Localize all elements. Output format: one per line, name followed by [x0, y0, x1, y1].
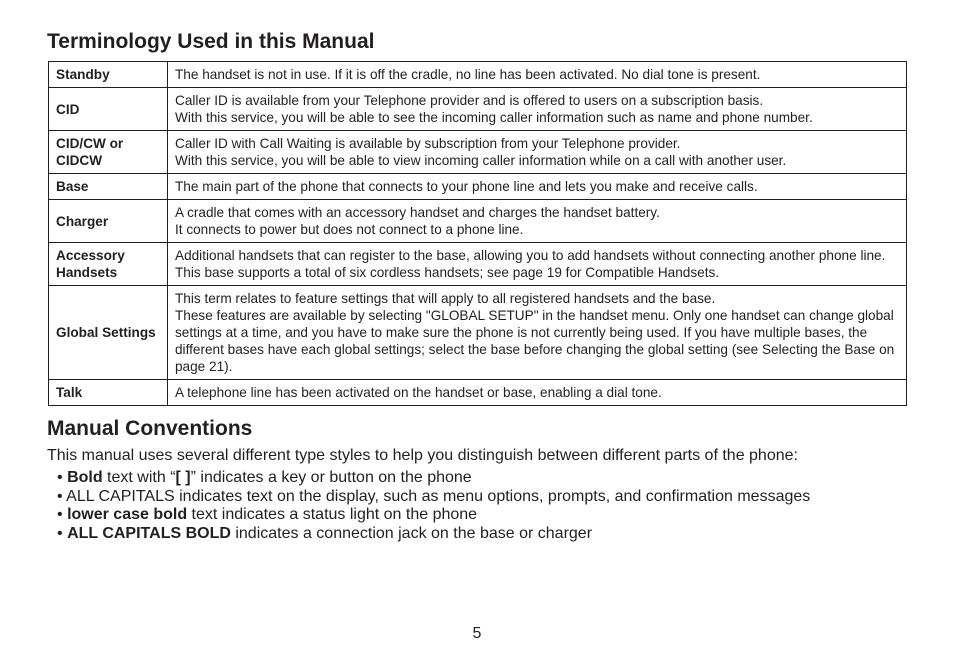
definition-cell: [168, 62, 907, 88]
definition-line: The main part of the phone that connects to your phone line and lets you make and receive calls.: [175, 179, 758, 194]
list-item: [57, 525, 810, 544]
definition-cell: [168, 380, 907, 406]
plain-text: text indicates a status light on the phone: [187, 506, 478, 524]
conventions-list: [57, 469, 810, 544]
definition-line: Caller ID with Call Waiting is available by subscription from your Telephone provider.: [175, 136, 681, 151]
definition-cell: [168, 131, 907, 174]
definition-cell: [168, 88, 907, 131]
plain-text: text with “: [102, 469, 176, 486]
table-row: [49, 286, 907, 380]
bold-text: Bold: [67, 469, 103, 486]
definition-line: These features are available by selecting "GLOBAL SETUP" in the handset menu. Only one handset can change global settings at a time, and you have to make sure the phone is not currently being used. If you have multiple bases, the different bases have each global settings; select the base before changing the global setting (see Selecting the Base on page 21).: [175, 308, 895, 374]
plain-text: ALL CAPITALS indicates text on the display, such as menu options, prompts, and confirmation messages: [62, 487, 811, 505]
table-row: [49, 88, 907, 131]
term-cell: Global Settings: [49, 286, 168, 380]
bold-text: ALL CAPITALS BOLD: [67, 525, 231, 543]
table-row: [49, 131, 907, 174]
plain-text: ” indicates a key or button on the phone: [190, 469, 472, 486]
conventions-heading: Manual Conventions: [47, 417, 253, 440]
bold-text: lower case bold: [67, 506, 188, 524]
bold-text: [ ]: [175, 469, 191, 486]
definition-cell: [168, 286, 907, 380]
bullet: •: [57, 525, 63, 543]
table-row: [49, 200, 907, 243]
definition-cell: [168, 243, 907, 286]
bullet: •: [57, 469, 63, 486]
bullet: •: [57, 487, 63, 505]
table-row: [49, 380, 907, 406]
term-cell: Base: [49, 174, 168, 200]
definition-line: Caller ID is available from your Telephone provider and is offered to users on a subscription basis.: [175, 93, 764, 108]
terminology-heading: Terminology Used in this Manual: [47, 30, 375, 53]
term-cell: CID/CW or CIDCW: [49, 131, 168, 174]
list-item: [57, 488, 810, 507]
list-item: [57, 469, 810, 488]
definition-line: The handset is not in use. If it is off the cradle, no line has been activated. No dial tone is present.: [175, 67, 761, 82]
bullet: •: [57, 506, 63, 524]
definition-line: It connects to power but does not connect to a phone line.: [175, 222, 524, 237]
definition-line: This term relates to feature settings that will apply to all registered handsets and the base.: [175, 291, 716, 306]
definition-line: Additional handsets that can register to the base, allowing you to add handsets without connecting another phone line. This base supports a total of six cordless handsets; see page 19 for Compatible Handsets.: [175, 248, 886, 280]
table-row: [49, 62, 907, 88]
table-row: [49, 243, 907, 286]
definition-line: A cradle that comes with an accessory handset and charges the handset battery.: [175, 205, 660, 220]
term-cell: Charger: [49, 200, 168, 243]
plain-text: indicates a connection jack on the base or charger: [230, 525, 593, 543]
term-cell: CID: [49, 88, 168, 131]
term-cell: Talk: [49, 380, 168, 406]
table-row: [49, 174, 907, 200]
conventions-intro: This manual uses several different type styles to help you distinguish between different parts of the phone:: [47, 447, 798, 464]
definition-line: With this service, you will be able to view incoming caller information while on a call with another user.: [175, 153, 787, 168]
list-item: [57, 506, 810, 525]
term-cell: Standby: [49, 62, 168, 88]
definition-cell: [168, 200, 907, 243]
definition-line: With this service, you will be able to see the incoming caller information such as name and phone number.: [175, 110, 813, 125]
definition-cell: [168, 174, 907, 200]
definition-line: A telephone line has been activated on the handset or base, enabling a dial tone.: [175, 385, 662, 400]
terminology-table: [48, 61, 907, 406]
term-cell: Accessory Handsets: [49, 243, 168, 286]
page-number: 5: [472, 625, 482, 642]
